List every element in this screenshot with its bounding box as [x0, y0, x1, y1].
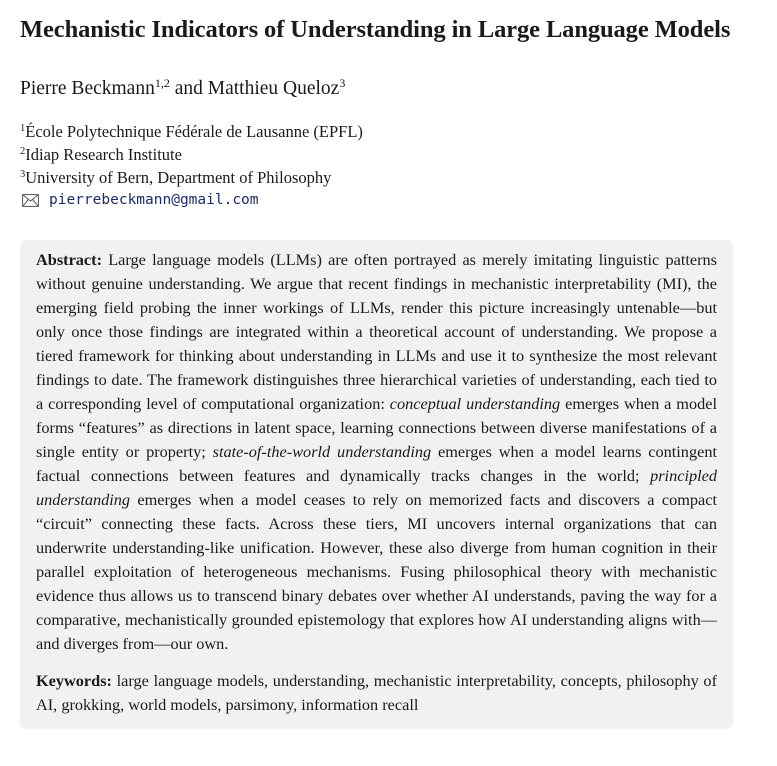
- abstract-text-part: Large language models (LLMs) are often portrayed as merely imitating linguistic patterns without genuine understanding. We argue that recent findings in mechanistic interpretability (MI), the emerging field probing the inner workings of LLMs, render this picture increasingly untenable—but only once those findings are integrated within a theoretical account of understanding. We propose a tiered framework for thinking about understanding in LLMs and use it to synthesize the most relevant findings to date. The framework distinguishes three hierarchical varieties of understanding, each tied to a corresponding level of computational organization:: [36, 250, 717, 413]
- author-joiner: and: [169, 78, 208, 99]
- author-affiliation-marker: 3: [339, 76, 346, 90]
- affiliation-number: 2: [20, 146, 26, 157]
- affiliation-number: 3: [20, 169, 26, 180]
- author-name: Matthieu Queloz: [207, 78, 340, 99]
- author-line: [20, 76, 734, 102]
- keywords-label: Keywords:: [36, 671, 112, 690]
- affiliation-item: [20, 166, 734, 189]
- abstract-paragraph: [36, 248, 717, 656]
- abstract-text-part: emerges when a model forms “features” as directions in latent space, learning connections between diverse manifestations of a single entity or property;: [36, 394, 717, 461]
- affiliation-item: [20, 143, 734, 166]
- abstract-box: [20, 240, 733, 729]
- abstract-label: Abstract:: [36, 250, 103, 269]
- keywords-paragraph: [36, 669, 717, 717]
- email-row: [20, 189, 734, 212]
- affiliation-list: [20, 120, 734, 212]
- author-affiliation-marker: 1,2: [154, 76, 170, 90]
- affiliation-number: 1: [20, 123, 26, 134]
- paper-title: Mechanistic Indicators of Understanding in Large Language Models: [20, 16, 731, 43]
- affiliation-item: [20, 120, 734, 143]
- abstract-emphasis: state-of-the-world understanding: [212, 442, 432, 461]
- abstract-text-part: emerges when a model ceases to rely on memorized facts and discovers a compact “circuit” connecting these facts. Across these tiers, MI uncovers internal organizations that can underwrite understanding-like unification. However, these also diverge from human cognition in their parallel exploitation of heterogeneous mechanisms. Fusing philosophical theory with mechanistic evidence thus allows us to transcend binary debates over whether AI understands, paving the way for a comparative, mechanistically grounded epistemology that explores how AI understanding aligns with—and diverges from—our own.: [36, 490, 717, 653]
- abstract-emphasis: principled understanding: [36, 466, 717, 509]
- abstract-emphasis: conceptual understanding: [389, 394, 561, 413]
- email-link[interactable]: pierrebeckmann@gmail.com: [49, 192, 259, 208]
- author-name: Pierre Beckmann: [20, 78, 155, 99]
- paper-header: [20, 14, 734, 212]
- affiliation-text: École Polytechnique Fédérale de Lausanne (EPFL): [25, 122, 363, 141]
- affiliation-text: University of Bern, Department of Philosophy: [25, 168, 332, 187]
- keywords-text: large language models, understanding, mechanistic interpretability, concepts, philosophy of AI, grokking, world models, parsimony, information recall: [36, 671, 717, 714]
- affiliation-text: Idiap Research Institute: [25, 145, 182, 164]
- envelope-icon: [22, 194, 39, 207]
- abstract-text-part: emerges when a model learns contingent factual connections between features and dynamically tracks changes in the world;: [36, 442, 717, 485]
